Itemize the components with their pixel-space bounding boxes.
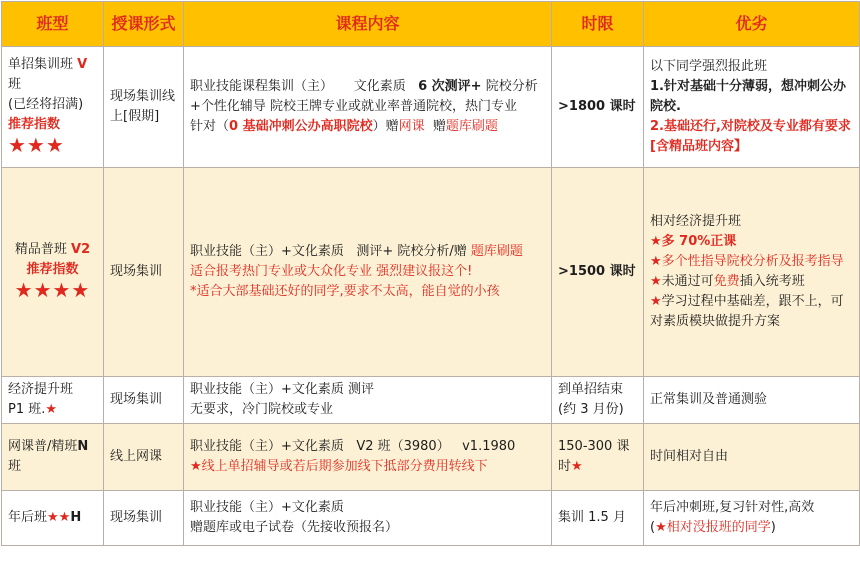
pros-cell: 时间相对自由 <box>644 424 860 491</box>
table-row <box>2 377 860 424</box>
star-rating: ★★ <box>47 510 71 525</box>
class-name-cell: 网课普/精班N 班 <box>2 424 104 491</box>
mode-cell: 现场集训线上[假期] <box>104 47 184 168</box>
recommend-label: 推荐指数 <box>8 117 61 132</box>
mode-cell: 现场集训 <box>104 168 184 377</box>
content-cell: 职业技能课程集训（主） 文化素质 6 次测评+ 院校分析+个性化辅导 院校王牌专业或就业率普通院校，热门专业 针对（0 基础冲刺公办高职院校）赠网课 赠题库刷题 <box>184 47 552 168</box>
mode-cell: 现场集训 <box>104 377 184 424</box>
table-row <box>2 491 860 546</box>
star-rating: ★★★ <box>8 133 65 157</box>
pros-cell: 年后冲刺班,复习针对性,高效 (★相对没报班的同学) <box>644 491 860 546</box>
class-name-cell: 单招集训班 V 班 (已经将招满) 推荐指数 ★★★ <box>2 47 104 168</box>
content-cell: 职业技能（主）+文化素质 测评 无要求，冷门院校或专业 <box>184 377 552 424</box>
star-icon: ★ <box>650 274 662 289</box>
star-icon: ★ <box>650 294 662 309</box>
table-row <box>2 47 860 168</box>
header-time-limit: 时限 <box>552 2 644 47</box>
header-class-type: 班型 <box>2 2 104 47</box>
mode-cell: 线上网课 <box>104 424 184 491</box>
time-cell: 150-300 课时★ <box>552 424 644 491</box>
star-rating: ★★★★ <box>14 278 91 302</box>
star-icon: ★ <box>571 459 583 474</box>
header-course-content: 课程内容 <box>184 2 552 47</box>
mode-cell: 现场集训 <box>104 491 184 546</box>
header-row <box>2 2 860 47</box>
star-icon: ★ <box>45 402 58 417</box>
star-icon: ★ <box>650 234 662 249</box>
header-teaching-mode: 授课形式 <box>104 2 184 47</box>
pros-cell: 以下同学强烈报此班 1.针对基础十分薄弱，想冲刺公办院校. 2.基础还行,对院校及专业都有要求[含精品班内容】 <box>644 47 860 168</box>
table-row <box>2 168 860 377</box>
header-pros-cons: 优劣 <box>644 2 860 47</box>
time-cell: >1800 课时 <box>552 47 644 168</box>
class-name-cell: 年后班★★H <box>2 491 104 546</box>
pros-cell: 相对经济提升班 ★多 70%正课 ★多个性指导院校分析及报考指导 ★未通过可免费插入统考班 ★学习过程中基础差，跟不上，可对素质模块做提升方案 <box>644 168 860 377</box>
content-cell: 职业技能（主）+文化素质 V2 班（3980） v1.1980 ★线上单招辅导或若后期参加线下抵部分费用转线下 <box>184 424 552 491</box>
content-cell: 职业技能（主）+文化素质 测评+ 院校分析/赠 题库刷题 适合报考热门专业或大众化专业 强烈建议报这个! *适合大部基础还好的同学,要求不太高，能自觉的小孩 <box>184 168 552 377</box>
time-cell: >1500 课时 <box>552 168 644 377</box>
content-cell: 职业技能（主）+文化素质 赠题库或电子试卷（先接收预报名） <box>184 491 552 546</box>
star-icon: ★ <box>655 520 667 535</box>
time-cell: 集训 1.5 月 <box>552 491 644 546</box>
course-table <box>1 1 860 546</box>
time-cell: 到单招结束(约 3 月份) <box>552 377 644 424</box>
pros-cell: 正常集训及普通测验 <box>644 377 860 424</box>
star-icon: ★ <box>190 459 202 474</box>
star-icon: ★ <box>650 254 662 269</box>
class-name-cell: 精品普班 V2 推荐指数 ★★★★ <box>2 168 104 377</box>
table-row <box>2 424 860 491</box>
recommend-label: 推荐指数 <box>26 262 79 277</box>
class-name-cell: 经济提升班 P1 班.★ <box>2 377 104 424</box>
